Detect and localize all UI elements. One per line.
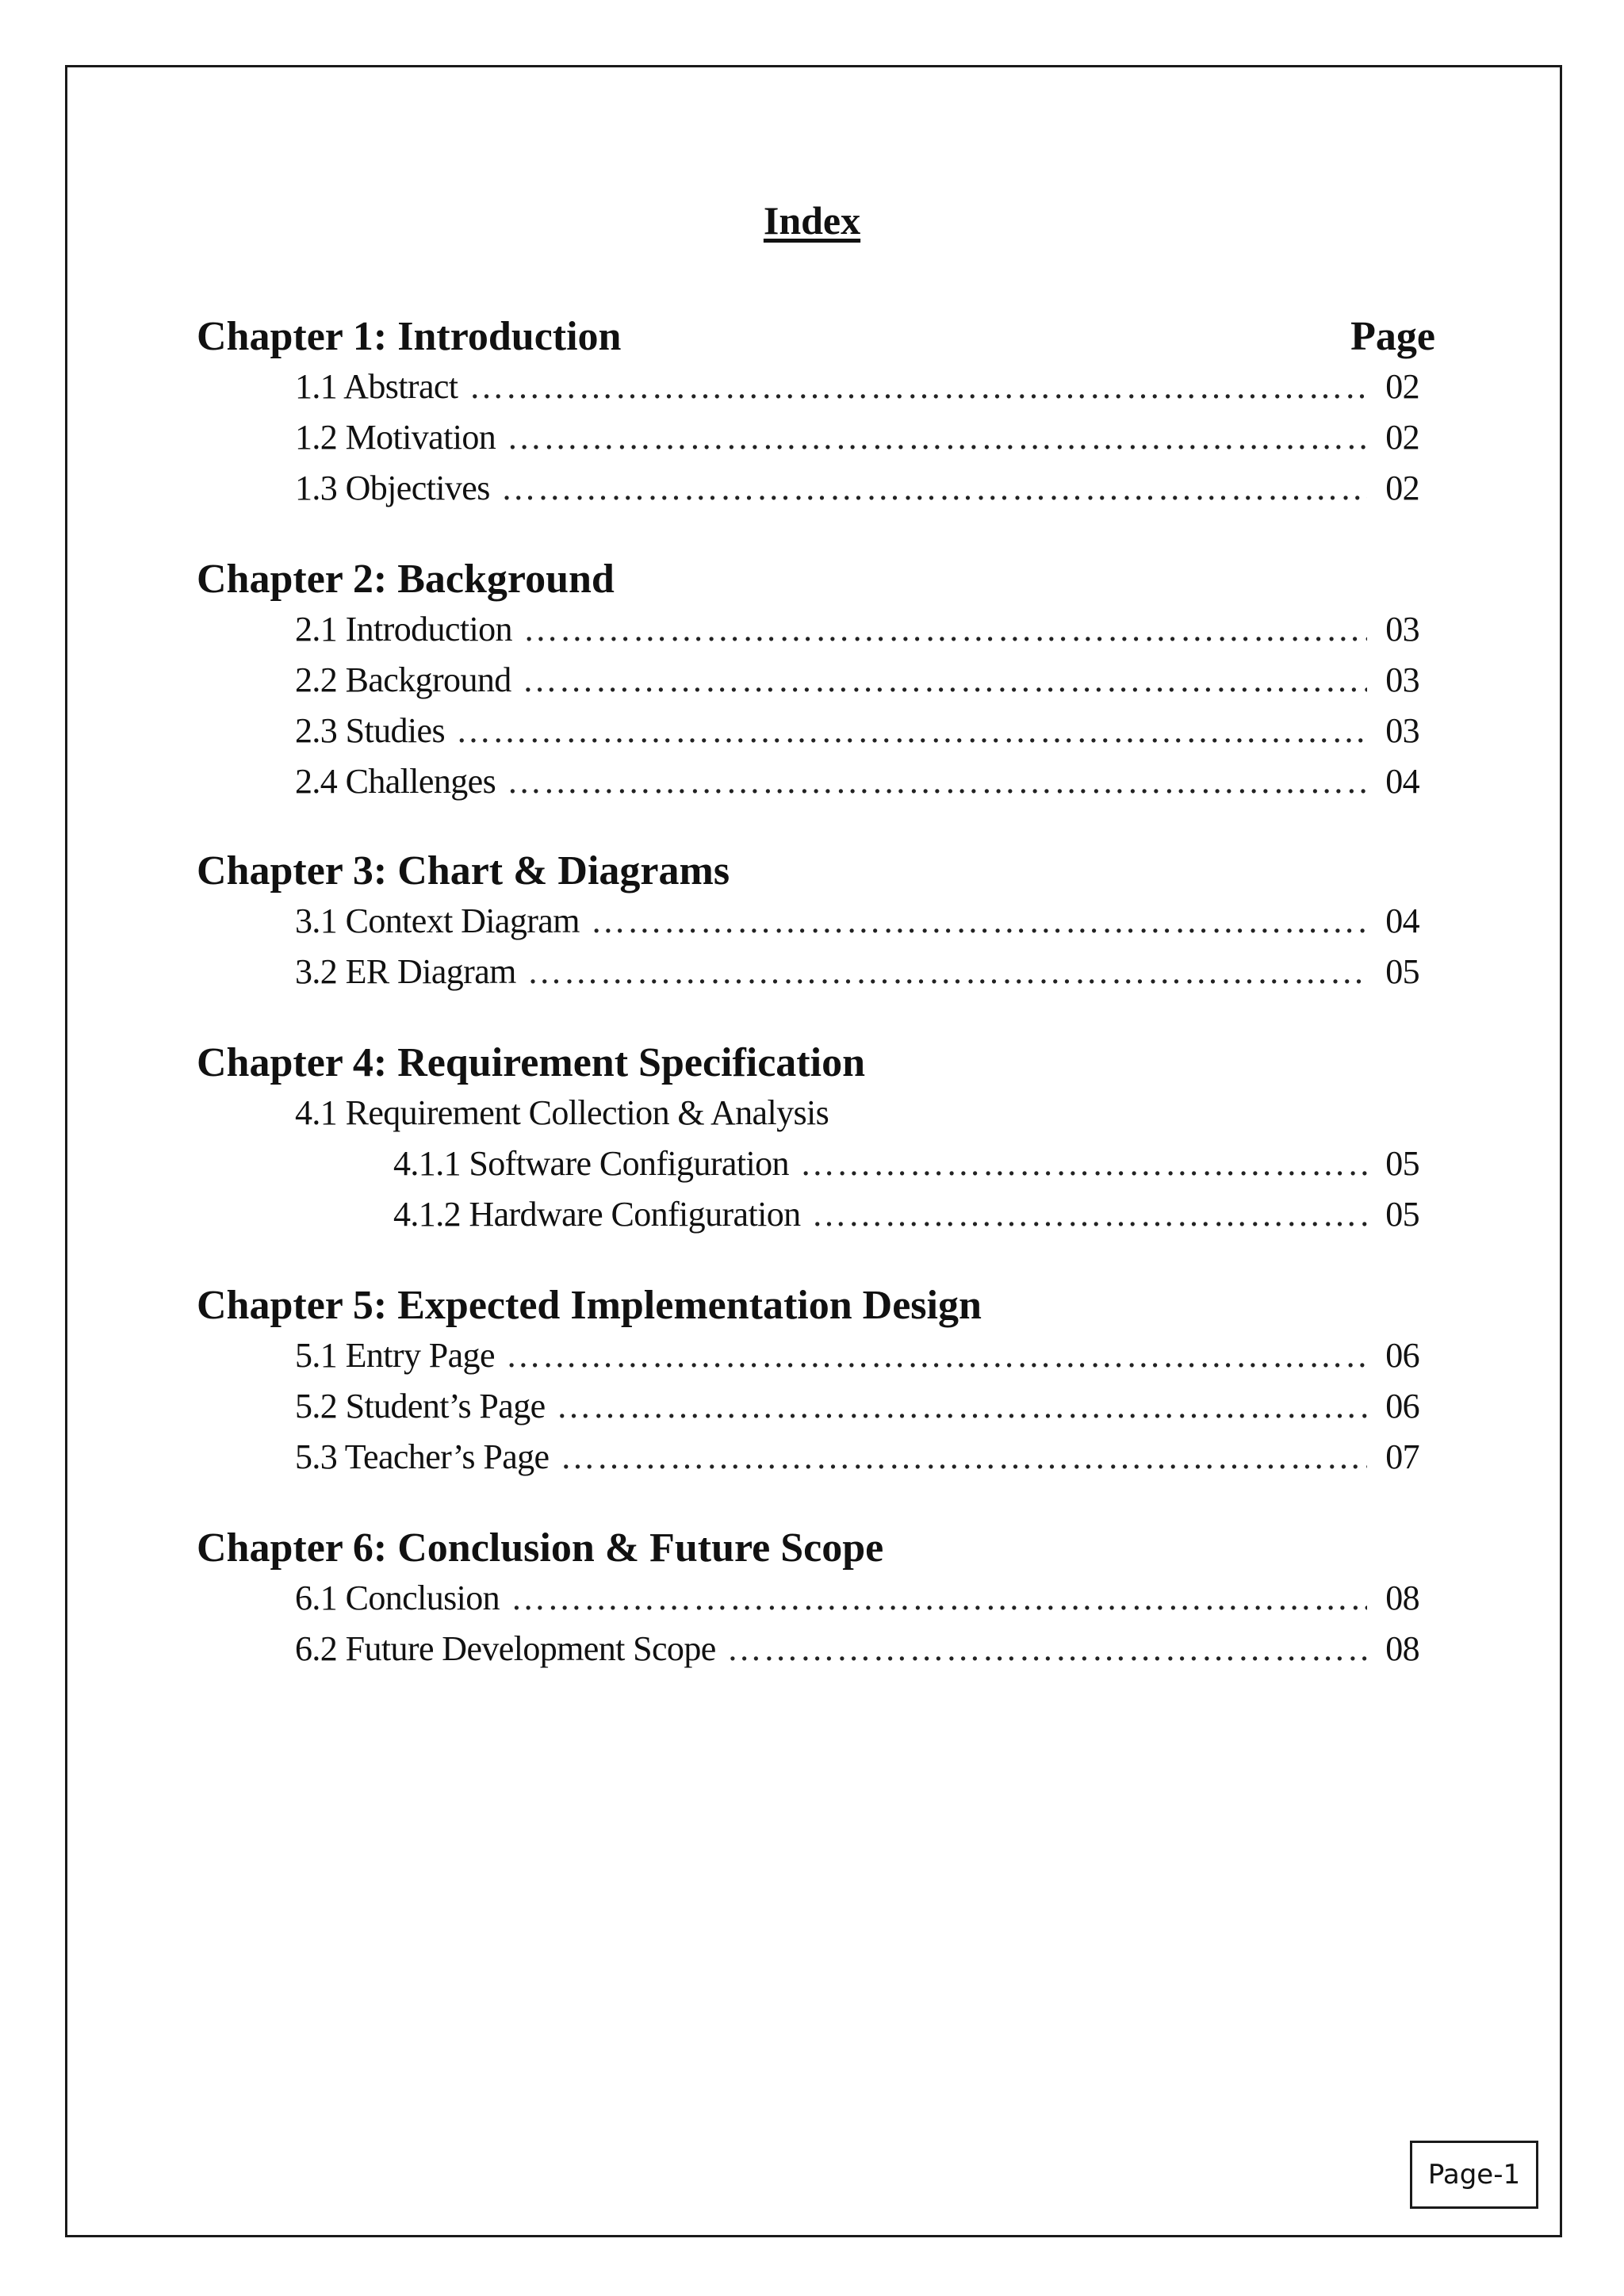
entry-page-number: 02 [1385,469,1419,507]
chapter-heading: Chapter 5: Expected Implementation Design [197,1283,982,1328]
dot-leader [469,362,1367,412]
chapter-entries [197,1088,1435,1240]
entry-page-number: 07 [1385,1437,1419,1476]
chapter-3 [197,847,1435,997]
chapter-4 [197,1039,1435,1240]
entry-label: 5.3 Teacher’s Page [295,1437,550,1476]
entry-label: 2.4 Challenges [295,762,496,801]
dot-leader [591,896,1367,947]
entry-label: 4.1 Requirement Collection & Analysis [295,1093,829,1132]
entry-page-number: 03 [1385,610,1419,649]
entry-page-number: 05 [1385,952,1419,991]
chapter-heading: Chapter 2: Background [197,557,615,602]
toc-entry[interactable] [295,706,1419,756]
dot-leader [527,947,1367,997]
entry-label: 2.3 Studies [295,711,445,750]
chapter-heading-row [197,312,1435,362]
entry-page-number: 06 [1385,1387,1419,1425]
chapter-heading-row [197,847,1435,896]
chapter-heading-row [197,555,1435,604]
dot-leader [523,604,1367,655]
toc-entry[interactable] [295,896,1419,947]
dot-leader [561,1432,1368,1483]
entry-label: 5.1 Entry Page [295,1336,495,1375]
toc-entry[interactable] [295,604,1419,655]
chapter-entries [197,604,1435,807]
entry-label: 4.1.1 Software Configuration [393,1144,789,1183]
entry-label: 3.1 Context Diagram [295,901,580,940]
entry-page-number: 06 [1385,1336,1419,1375]
toc-entry[interactable] [295,1088,1419,1138]
dot-leader [501,463,1367,514]
table-of-contents [197,312,1435,1674]
toc-entry[interactable] [295,362,1419,412]
chapter-heading-row [197,1524,1435,1573]
entry-page-number: 08 [1385,1629,1419,1668]
toc-entry[interactable] [295,1432,1419,1483]
entry-page-number: 03 [1385,711,1419,750]
toc-entry[interactable] [295,412,1419,463]
chapter-heading: Chapter 3: Chart & Diagrams [197,848,730,894]
dot-leader [523,655,1367,706]
chapter-6 [197,1524,1435,1674]
dot-leader [800,1138,1367,1189]
toc-entry[interactable] [295,463,1419,514]
toc-subentry[interactable] [295,1138,1419,1189]
dot-leader [506,1330,1367,1381]
toc-entry[interactable] [295,1573,1419,1624]
chapter-entries [197,362,1435,514]
page-column-header: Page [1350,314,1435,359]
entry-label: 1.1 Abstract [295,367,458,406]
toc-subentry[interactable] [295,1189,1419,1240]
toc-entry[interactable] [295,756,1419,807]
entry-label: 1.2 Motivation [295,418,496,457]
entry-page-number: 05 [1385,1144,1419,1183]
entry-page-number: 08 [1385,1578,1419,1617]
chapter-2 [197,555,1435,807]
chapter-heading: Chapter 4: Requirement Specification [197,1040,865,1085]
toc-entry[interactable] [295,1330,1419,1381]
entry-label: 1.3 Objectives [295,469,490,507]
chapter-heading: Chapter 6: Conclusion & Future Scope [197,1525,884,1571]
entry-page-number: 02 [1385,367,1419,406]
chapter-entries [197,1573,1435,1674]
page-number-box: Page-1 [1410,2141,1538,2209]
entry-label: 2.2 Background [295,660,511,699]
toc-entry[interactable] [295,655,1419,706]
index-title: Index [763,198,861,243]
dot-leader [507,412,1367,463]
chapter-entries [197,896,1435,997]
entry-page-number: 02 [1385,418,1419,457]
entry-label: 4.1.2 Hardware Configuration [393,1195,801,1234]
toc-entry[interactable] [295,1624,1419,1674]
entry-page-number: 03 [1385,660,1419,699]
toc-entry[interactable] [295,1381,1419,1432]
chapter-heading-row [197,1281,1435,1330]
entry-label: 2.1 Introduction [295,610,512,649]
entry-page-number: 04 [1385,762,1419,801]
entry-label: 3.2 ER Diagram [295,952,516,991]
toc-entry[interactable] [295,947,1419,997]
chapter-1 [197,312,1435,514]
dot-leader [511,1573,1367,1624]
entry-page-number: 04 [1385,901,1419,940]
dot-leader [812,1189,1368,1240]
dot-leader [727,1624,1367,1674]
dot-leader [507,756,1367,807]
chapter-heading-row [197,1039,1435,1088]
entry-label: 5.2 Student’s Page [295,1387,546,1425]
entry-page-number: 05 [1385,1195,1419,1234]
entry-label: 6.1 Conclusion [295,1578,500,1617]
chapter-heading: Chapter 1: Introduction [197,314,622,359]
dot-leader [557,1381,1367,1432]
dot-leader [456,706,1367,756]
chapter-entries [197,1330,1435,1483]
chapter-5 [197,1281,1435,1483]
entry-label: 6.2 Future Development Scope [295,1629,716,1668]
